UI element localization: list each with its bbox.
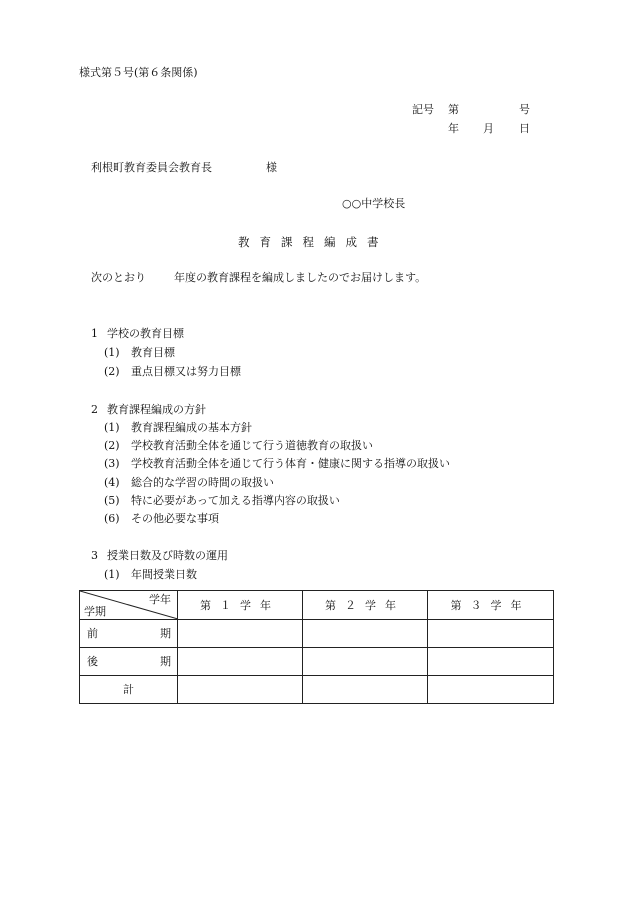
section-2-item-4: (4) 総合的な学習の時間の取扱い: [104, 476, 274, 489]
date-year: 年: [448, 122, 459, 135]
section-3-heading: 3 授業日数及び時数の運用: [91, 549, 228, 562]
date-day: 日: [519, 122, 530, 135]
ref-dai: 第: [448, 103, 459, 116]
corner-label-grade: 学年: [149, 593, 171, 606]
table-cell[interactable]: [428, 620, 554, 648]
sender-name: ○○中学校長: [342, 197, 406, 210]
table-cell[interactable]: [303, 620, 428, 648]
date-month: 月: [483, 122, 494, 135]
ref-go: 号: [519, 103, 530, 116]
row-label-total: 計: [80, 676, 178, 704]
table-row: [80, 620, 554, 648]
document-title: 教育課程編成書: [238, 235, 389, 249]
table-cell[interactable]: [428, 648, 554, 676]
table-cell[interactable]: [428, 676, 554, 704]
section-2-item-3: (3) 学校教育活動全体を通じて行う体育・健康に関する指導の取扱い: [104, 457, 450, 470]
intro-after: 年度の教育課程を編成しましたのでお届けします。: [174, 271, 427, 284]
table-cell[interactable]: [303, 676, 428, 704]
column-header-grade-1: 第１学年: [178, 591, 303, 620]
column-header-grade-2: 第２学年: [303, 591, 428, 620]
ref-label: 記号: [412, 103, 434, 116]
table-cell[interactable]: [303, 648, 428, 676]
table-corner-cell: [80, 591, 178, 620]
addressee-honorific: 様: [266, 161, 277, 174]
corner-label-term: 学期: [84, 605, 106, 618]
section-2-heading: 2 教育課程編成の方針: [91, 403, 206, 416]
row-label-second-term: 後 期: [80, 648, 178, 676]
intro-text: [91, 272, 426, 283]
table-cell[interactable]: [178, 620, 303, 648]
table-header-row: [80, 591, 554, 620]
section-2-item-6: (6) その他必要な事項: [104, 512, 219, 525]
intro-before: 次のとおり: [91, 271, 146, 284]
section-2-item-1: (1) 教育課程編成の基本方針: [104, 421, 252, 434]
section-1-item-2: (2) 重点目標又は努力目標: [104, 365, 241, 378]
section-1-heading: 1 学校の教育目標: [91, 327, 184, 340]
table-row: [80, 648, 554, 676]
section-2-item-5: (5) 特に必要があって加える指導内容の取扱い: [104, 494, 340, 507]
section-1-item-1: (1) 教育目標: [104, 346, 175, 359]
table-row: [80, 676, 554, 704]
annual-school-days-table: [79, 590, 554, 704]
table-cell[interactable]: [178, 676, 303, 704]
table-cell[interactable]: [178, 648, 303, 676]
section-2-item-2: (2) 学校教育活動全体を通じて行う道徳教育の取扱い: [104, 439, 373, 452]
section-3-item-1: (1) 年間授業日数: [104, 568, 197, 581]
addressee-name: 利根町教育委員会教育長: [91, 161, 212, 174]
form-number: 様式第５号(第６条関係): [79, 66, 198, 79]
column-header-grade-3: 第３学年: [428, 591, 554, 620]
row-label-first-term: 前 期: [80, 620, 178, 648]
